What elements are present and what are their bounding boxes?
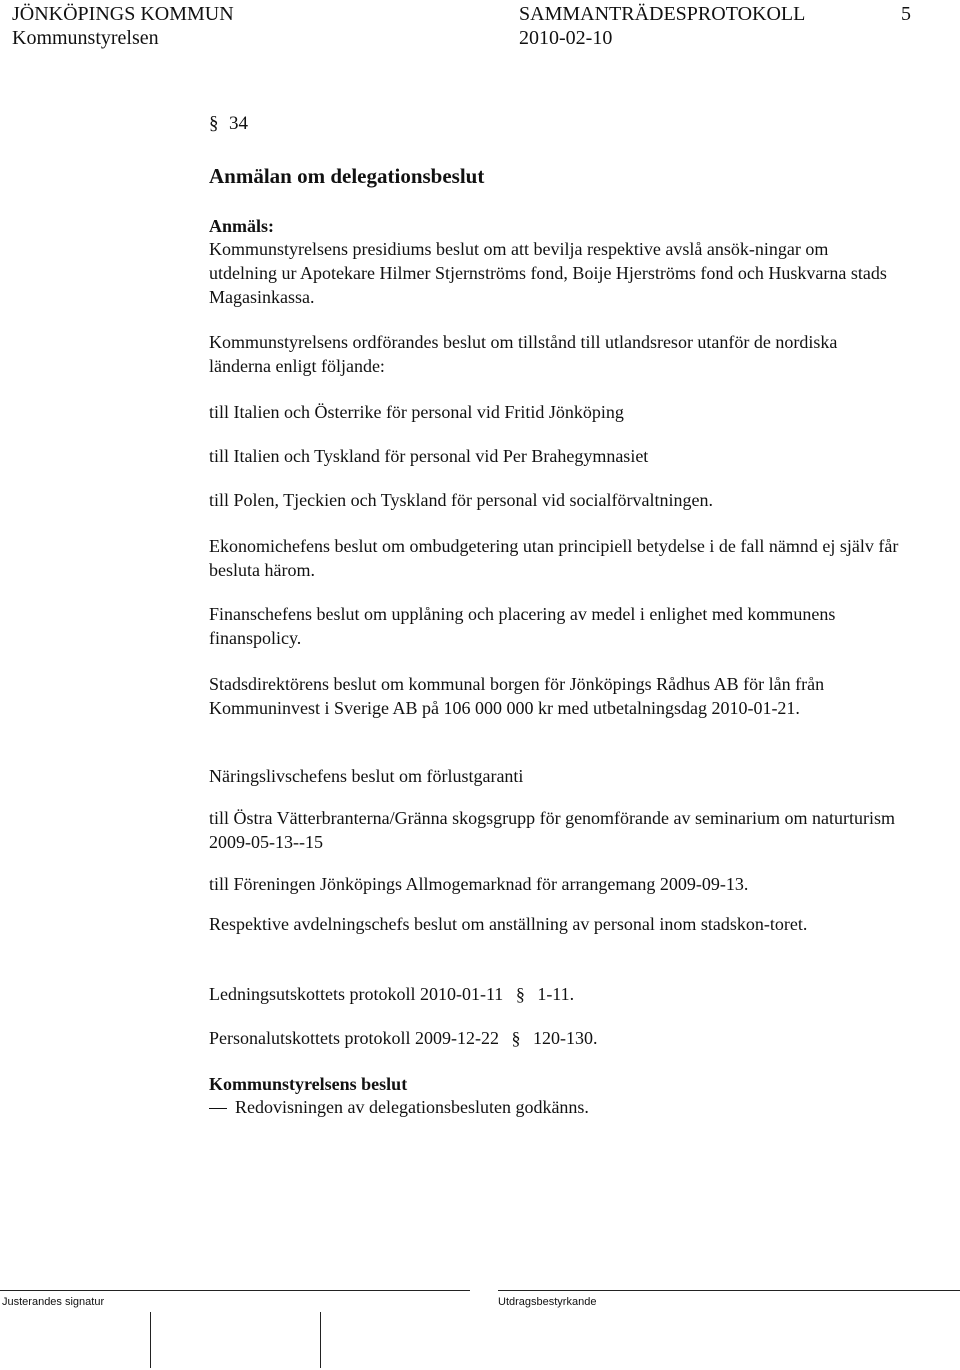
decision-text: Redovisningen av delegationsbesluten godkänns. bbox=[235, 1097, 589, 1117]
signature-box-divider bbox=[150, 1312, 151, 1368]
section-number bbox=[209, 112, 899, 136]
paragraph-chair-travel: Kommunstyrelsens ordförandes beslut om tillstånd till utlandsresor utanför de nordiska länderna enligt följande: bbox=[209, 332, 838, 376]
decision-item bbox=[209, 1095, 899, 1119]
header-date: 2010-02-10 bbox=[519, 27, 613, 49]
protocol-range: 120-130. bbox=[532, 1028, 598, 1048]
protocol-text: Personalutskottets protokoll 2009-12-22 bbox=[209, 1028, 499, 1048]
decision-heading: Kommunstyrelsens beslut bbox=[209, 1074, 408, 1094]
paragraph-travel-poland: till Polen, Tjeckien och Tyskland för personal vid socialförvaltningen. bbox=[209, 490, 713, 510]
paragraph-vatterbranterna: till Östra Vätterbranterna/Gränna skogsgrupp för genomförande av seminarium om naturturism 2009-05-13--15 bbox=[209, 808, 895, 852]
protocol-section-sign: § bbox=[515, 984, 525, 1004]
paragraph-city-director: Stadsdirektörens beslut om kommunal borgen för Jönköpings Rådhus AB för lån från Kommuninvest i Sverige AB på 106 000 000 kr med utbetalningsdag 2010-01-21. bbox=[209, 674, 825, 718]
reported-label: Anmäls: bbox=[209, 216, 275, 236]
protocol-section-sign: § bbox=[511, 1028, 521, 1048]
section-title: Anmälan om delegationsbeslut bbox=[209, 164, 485, 188]
protocol-ledningsutskottet bbox=[209, 982, 899, 1006]
footer-rule-left bbox=[0, 1290, 470, 1291]
protocol-text: Ledningsutskottets protokoll 2010-01-11 bbox=[209, 984, 504, 1004]
paragraph-allmogemarknad: till Föreningen Jönköpings Allmogemarknad för arrangemang 2009-09-13. bbox=[209, 874, 749, 894]
paragraph-economy-chief: Ekonomichefens beslut om ombudgetering utan principiell betydelse i de fall nämnd ej själv får besluta härom. bbox=[209, 536, 899, 580]
footer-rule-right bbox=[498, 1290, 960, 1291]
paragraph-travel-italy-germany: till Italien och Tyskland för personal vid Per Brahegymnasiet bbox=[209, 446, 649, 466]
page-number: 5 bbox=[901, 3, 911, 25]
footer-right-label: Utdragsbestyrkande bbox=[498, 1296, 597, 1308]
header-org: JÖNKÖPINGS KOMMUN bbox=[12, 3, 234, 25]
section-number-value: 34 bbox=[229, 113, 248, 134]
paragraph-department-heads: Respektive avdelningschefs beslut om anställning av personal inom stadskon-toret. bbox=[209, 914, 808, 934]
header-body-name: Kommunstyrelsen bbox=[12, 27, 159, 49]
dash-bullet bbox=[209, 1108, 227, 1109]
section-sign: § bbox=[209, 113, 219, 134]
protocol-range: 1-11. bbox=[537, 984, 575, 1004]
paragraph-business-chief: Näringslivschefens beslut om förlustgaranti bbox=[209, 766, 524, 786]
signature-box-divider bbox=[320, 1312, 321, 1368]
paragraph-finance-chief: Finanschefens beslut om upplåning och placering av medel i enlighet med kommunens finanspolicy. bbox=[209, 604, 836, 648]
protocol-personalutskottet bbox=[209, 1026, 899, 1050]
header-doc-type: SAMMANTRÄDESPROTOKOLL bbox=[519, 3, 806, 25]
paragraph-travel-italy-austria: till Italien och Österrike för personal vid Fritid Jönköping bbox=[209, 402, 624, 422]
paragraph-presidium: Kommunstyrelsens presidiums beslut om att bevilja respektive avslå ansök-ningar om utdelning ur Apotekare Hilmer Stjernströms fond, Boije Hjerströms fond och Huskvarna stads Magasinkassa. bbox=[209, 239, 887, 307]
footer-left-label: Justerandes signatur bbox=[2, 1296, 105, 1308]
